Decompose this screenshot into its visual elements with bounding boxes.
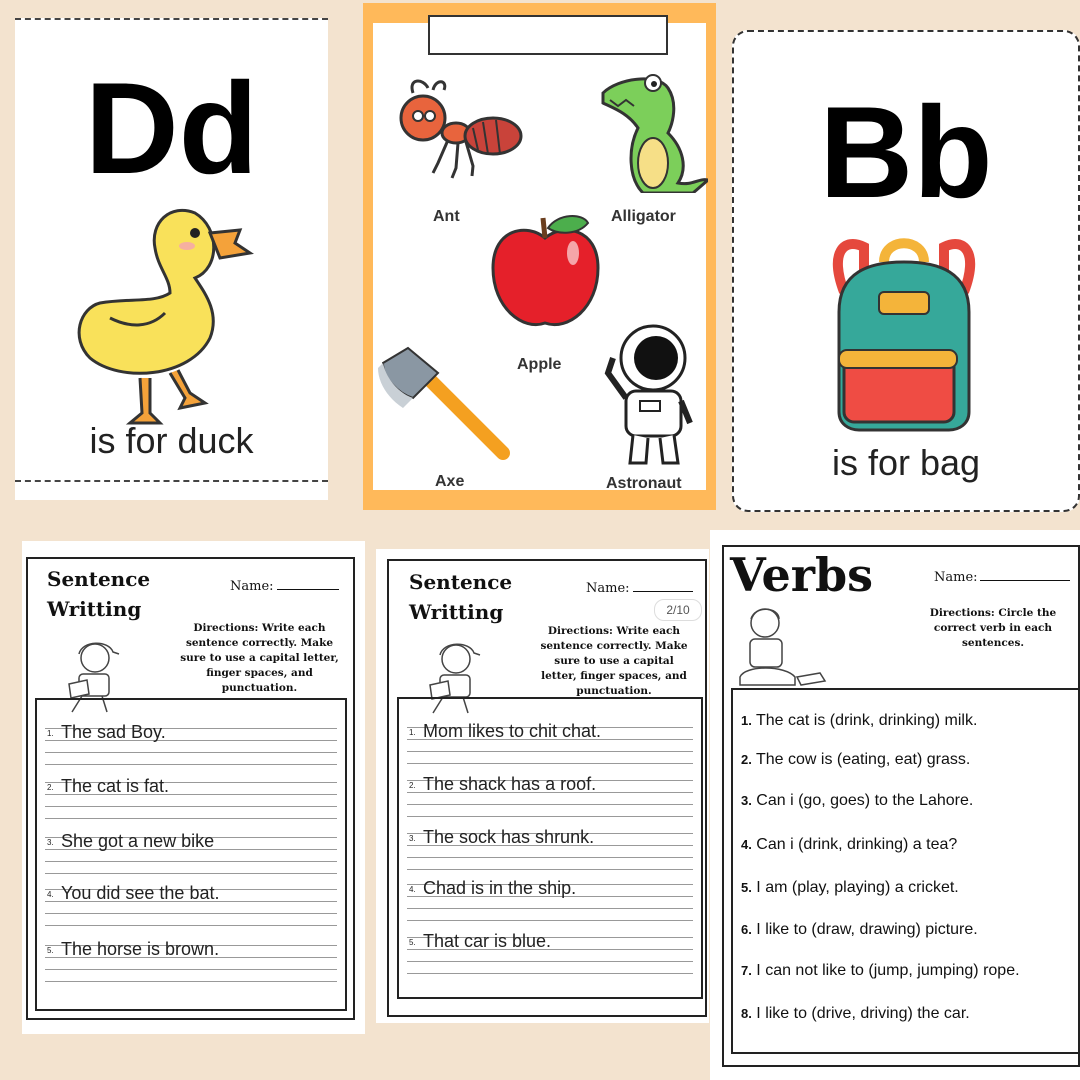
list-item: 3. Can i (go, goes) to the Lahore. [741,792,974,809]
name-field[interactable]: Name: [934,570,1070,585]
list-item: 1. The sad Boy. [45,722,337,768]
alphabet-a-card-inner [373,23,706,490]
dashed-border-bottom [15,480,328,482]
worksheet-title: Sentence Writting [47,567,151,621]
list-item: 3. The sock has shrunk. [407,827,693,873]
list-item: 8. I like to (drive, driving) the car. [741,1005,970,1022]
list-item: 6. I like to (draw, drawing) picture. [741,921,978,938]
duck-illustration [70,208,270,438]
worksheet-sentence-writing-2 [376,549,709,1023]
flashcard-d [15,18,328,500]
word-axe: Axe [435,473,465,490]
name-field[interactable]: Name: [586,581,693,596]
worksheet-sentence-writing-1 [22,541,365,1034]
astronaut-illustration [598,323,698,473]
flashcard-caption: is for duck [89,420,254,461]
name-field[interactable]: Name: [230,579,339,594]
list-item: 1. The cat is (drink, drinking) milk. [741,712,978,729]
list-item: 4. Chad is in the ship. [407,878,693,924]
list-item: 1. Mom likes to chit chat. [407,721,693,767]
directions-text: Directions: Circle the correct verb in each sentences. [929,607,1057,649]
apple-illustration [488,213,603,333]
word-apple: Apple [517,356,562,373]
word-astronaut: Astronaut [606,475,682,492]
flashcard-caption: is for bag [831,442,981,483]
alligator-illustration [598,68,708,193]
writing-lines-box [35,698,347,1011]
list-item: 2. The shack has a roof. [407,774,693,820]
list-item: 2. The cat is fat. [45,776,337,822]
list-item: 5. That car is blue. [407,931,693,977]
worksheet-title: Verbs [730,548,874,602]
flashcard-b [732,30,1080,512]
list-item: 4. Can i (drink, drinking) a tea? [741,836,958,853]
list-item: 7. I can not like to (jump, jumping) rope. [741,962,1020,979]
list-item: 2. The cow is (eating, eat) grass. [741,751,971,768]
title-box [428,15,668,55]
worksheet-title: Sentence Writting [409,570,513,624]
worksheet-verbs [710,530,1080,1080]
ant-illustration [378,78,528,188]
directions-text: Directions: Write each sentence correctly. Make sure to use a capital letter, finger spaces, and punctuation. [540,625,688,697]
alphabet-a-card [363,3,716,510]
list-item: 4. You did see the bat. [45,883,337,929]
list-item: 5. The horse is brown. [45,939,337,985]
word-ant: Ant [433,208,460,225]
child-thinking-illustration [735,605,830,690]
dashed-border-top [15,18,328,20]
list-item: 3. She got a new bike [45,831,337,877]
verbs-list-box [731,688,1080,1054]
axe-illustration [378,338,513,468]
directions-text: Directions: Write each sentence correctly. Make sure to use a capital letter, finger spaces, and punctuation. [180,622,339,694]
page-counter-badge: 2/10 [654,599,702,621]
list-item: 5. I am (play, playing) a cricket. [741,879,959,896]
backpack-illustration [824,232,984,432]
word-alligator: Alligator [611,208,676,225]
writing-lines-box [397,697,703,999]
letter-heading: Bb [819,79,993,225]
letter-heading: Dd [84,55,259,201]
